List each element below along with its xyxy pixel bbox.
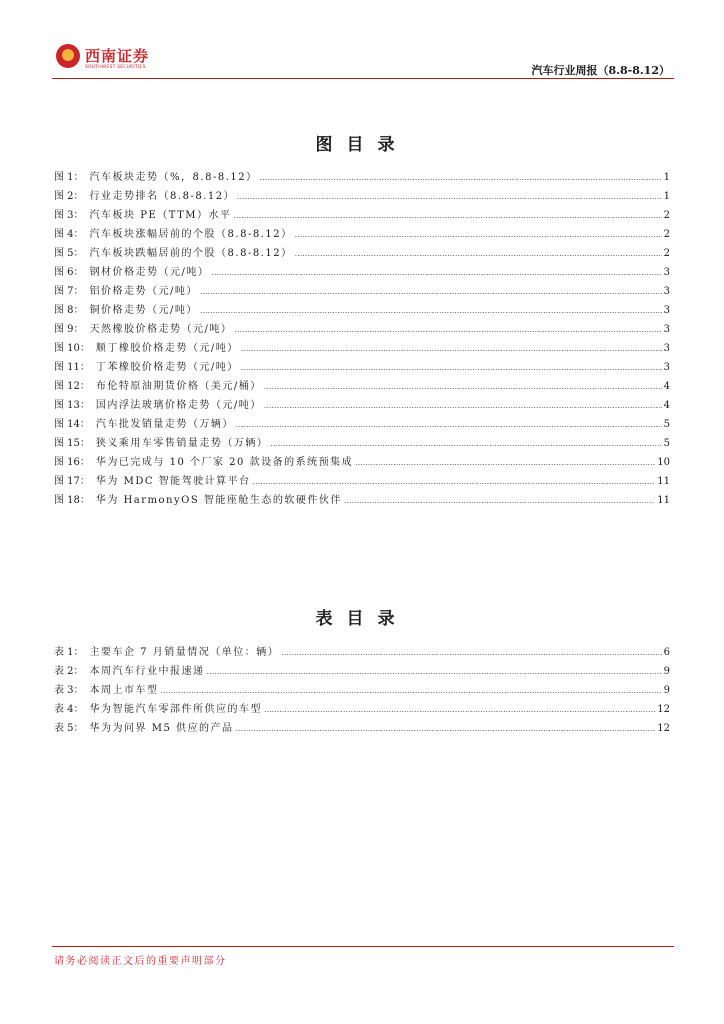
toc-entry-number: 图 13： <box>54 400 90 411</box>
toc-entry-label: 铝价格走势（元/吨） <box>89 286 198 297</box>
toc-entry[interactable] <box>54 681 670 700</box>
toc-entry-label: 国内浮法玻璃价格走势（元/吨） <box>95 400 262 411</box>
toc-entry[interactable] <box>54 301 670 320</box>
header-divider <box>52 78 674 79</box>
toc-entry[interactable] <box>54 339 670 358</box>
toc-entry-number: 图 2： <box>54 191 84 202</box>
company-logo <box>56 44 156 74</box>
tables-toc <box>54 643 670 738</box>
toc-entry[interactable] <box>54 187 670 206</box>
toc-dot-leader <box>234 325 661 334</box>
toc-entry-page: 12 <box>657 723 670 734</box>
toc-entry-label: 狭义乘用车零售销量走势（万辆） <box>95 438 269 449</box>
toc-entry[interactable] <box>54 206 670 225</box>
toc-dot-leader <box>236 420 662 429</box>
toc-entry-page: 2 <box>663 229 670 240</box>
toc-entry-label: 汽车批发销量走势（万辆） <box>95 419 234 430</box>
toc-entry-label: 钢材价格走势（元/吨） <box>89 267 210 278</box>
toc-entry-label: 铜价格走势（元/吨） <box>89 305 198 316</box>
toc-entry-page: 11 <box>657 476 670 487</box>
toc-dot-leader <box>207 667 662 676</box>
toc-entry-label: 汽车板块跌幅居前的个股（8.8-8.12） <box>89 248 293 259</box>
toc-dot-leader <box>241 344 662 353</box>
toc-entry[interactable] <box>54 263 670 282</box>
toc-dot-leader <box>161 686 662 695</box>
logo-mark-icon <box>56 44 80 68</box>
toc-dot-leader <box>281 648 661 657</box>
toc-dot-leader <box>211 268 661 277</box>
toc-entry-label: 行业走势排名（8.8-8.12） <box>89 191 236 202</box>
toc-entry-number: 表 4： <box>54 704 84 715</box>
toc-entry-label: 汽车板块走势（%，8.8-8.12） <box>89 172 258 183</box>
toc-dot-leader <box>253 477 656 486</box>
toc-entry-label: 主要车企 7 月销量情况（单位：辆） <box>89 647 280 658</box>
toc-entry-number: 图 5： <box>54 248 84 259</box>
toc-entry[interactable] <box>54 453 670 472</box>
toc-entry-label: 本周汽车行业中报速递 <box>89 666 205 677</box>
toc-dot-leader <box>264 705 655 714</box>
tables-toc-title: 表目录 <box>315 609 409 629</box>
toc-entry-label: 汽车板块 PE（TTM）水平 <box>89 210 232 221</box>
toc-entry[interactable] <box>54 434 670 453</box>
toc-entry-page: 9 <box>663 666 670 677</box>
toc-entry[interactable] <box>54 225 670 244</box>
toc-entry[interactable] <box>54 377 670 396</box>
toc-entry-number: 表 5： <box>54 723 84 734</box>
toc-entry-number: 图 6： <box>54 267 84 278</box>
toc-dot-leader <box>295 230 662 239</box>
toc-entry-number: 图 14： <box>54 419 90 430</box>
toc-entry-label: 丁苯橡胶价格走势（元/吨） <box>95 362 239 373</box>
toc-entry[interactable] <box>54 282 670 301</box>
toc-entry-page: 3 <box>663 324 670 335</box>
toc-entry-number: 图 7： <box>54 286 84 297</box>
toc-entry[interactable] <box>54 491 670 510</box>
toc-entry-page: 12 <box>657 704 670 715</box>
toc-dot-leader <box>236 724 656 733</box>
toc-entry[interactable] <box>54 662 670 681</box>
toc-dot-leader <box>264 401 662 410</box>
toc-entry[interactable] <box>54 472 670 491</box>
toc-entry-number: 图 4： <box>54 229 84 240</box>
toc-entry-number: 表 2： <box>54 666 84 677</box>
footer-disclaimer: 请务必阅读正文后的重要声明部分 <box>54 956 227 967</box>
toc-entry-label: 华为 HarmonyOS 智能座舱生态的软硬件伙伴 <box>95 495 342 506</box>
toc-entry-number: 图 8： <box>54 305 84 316</box>
figures-toc-title: 图目录 <box>315 135 409 155</box>
logo-english-name: SOUTHWEST SECURITIES <box>85 65 146 70</box>
toc-entry-label: 华为 MDC 智能驾驶计算平台 <box>95 476 251 487</box>
toc-entry-label: 华为智能汽车零部件所供应的车型 <box>89 704 263 715</box>
toc-entry-label: 布伦特原油期货价格（美元/桶） <box>95 381 262 392</box>
toc-entry-page: 5 <box>663 438 670 449</box>
page-header <box>0 0 724 82</box>
toc-entry[interactable] <box>54 719 670 738</box>
toc-entry-page: 3 <box>663 267 670 278</box>
toc-entry[interactable] <box>54 244 670 263</box>
toc-entry[interactable] <box>54 700 670 719</box>
toc-entry[interactable] <box>54 396 670 415</box>
toc-entry-number: 图 18： <box>54 495 90 506</box>
toc-entry-page: 4 <box>663 400 670 411</box>
toc-entry-number: 表 1： <box>54 647 84 658</box>
toc-entry[interactable] <box>54 643 670 662</box>
toc-dot-leader <box>200 306 662 315</box>
toc-dot-leader <box>355 458 655 467</box>
toc-entry-number: 图 3： <box>54 210 84 221</box>
toc-entry-label: 本周上市车型 <box>89 685 159 696</box>
toc-dot-leader <box>270 439 661 448</box>
toc-dot-leader <box>344 496 655 505</box>
toc-entry-number: 图 9： <box>54 324 84 335</box>
toc-entry-page: 1 <box>663 172 670 183</box>
toc-entry-label: 汽车板块涨幅居前的个股（8.8-8.12） <box>89 229 293 240</box>
toc-entry-page: 9 <box>663 685 670 696</box>
toc-dot-leader <box>234 211 662 220</box>
toc-entry-page: 3 <box>663 362 670 373</box>
toc-entry-page: 3 <box>663 305 670 316</box>
toc-entry[interactable] <box>54 320 670 339</box>
figures-toc <box>54 168 670 510</box>
toc-entry-label: 顺丁橡胶价格走势（元/吨） <box>95 343 239 354</box>
toc-entry-number: 图 15： <box>54 438 90 449</box>
toc-entry-page: 5 <box>663 419 670 430</box>
toc-entry-page: 1 <box>663 191 670 202</box>
toc-entry-page: 6 <box>663 647 670 658</box>
toc-entry[interactable] <box>54 415 670 434</box>
toc-entry-number: 图 11： <box>54 362 90 373</box>
footer-divider <box>52 946 674 947</box>
toc-entry-number: 图 1： <box>54 172 84 183</box>
toc-entry-page: 10 <box>657 457 670 468</box>
logo-chinese-name: 西南证券 <box>85 47 150 65</box>
toc-entry-page: 3 <box>663 286 670 297</box>
toc-dot-leader <box>295 249 662 258</box>
toc-entry[interactable] <box>54 358 670 377</box>
toc-entry-page: 11 <box>657 495 670 506</box>
toc-dot-leader <box>237 192 662 201</box>
toc-entry-number: 图 17： <box>54 476 90 487</box>
toc-entry-label: 华为已完成与 10 个厂家 20 款设备的系统预集成 <box>95 457 354 468</box>
toc-dot-leader <box>200 287 662 296</box>
toc-entry-number: 图 12： <box>54 381 90 392</box>
toc-entry-label: 华为为问界 M5 供应的产品 <box>89 723 234 734</box>
toc-dot-leader <box>260 173 662 182</box>
toc-dot-leader <box>264 382 662 391</box>
toc-entry-page: 4 <box>663 381 670 392</box>
report-title: 汽车行业周报（8.8-8.12） <box>531 64 670 77</box>
toc-entry-number: 表 3： <box>54 685 84 696</box>
toc-entry-label: 天然橡胶价格走势（元/吨） <box>89 324 233 335</box>
toc-entry-number: 图 16： <box>54 457 90 468</box>
toc-entry-page: 2 <box>663 210 670 221</box>
toc-entry[interactable] <box>54 168 670 187</box>
toc-entry-page: 3 <box>663 343 670 354</box>
toc-entry-number: 图 10： <box>54 343 90 354</box>
toc-dot-leader <box>241 363 662 372</box>
toc-entry-page: 2 <box>663 248 670 259</box>
